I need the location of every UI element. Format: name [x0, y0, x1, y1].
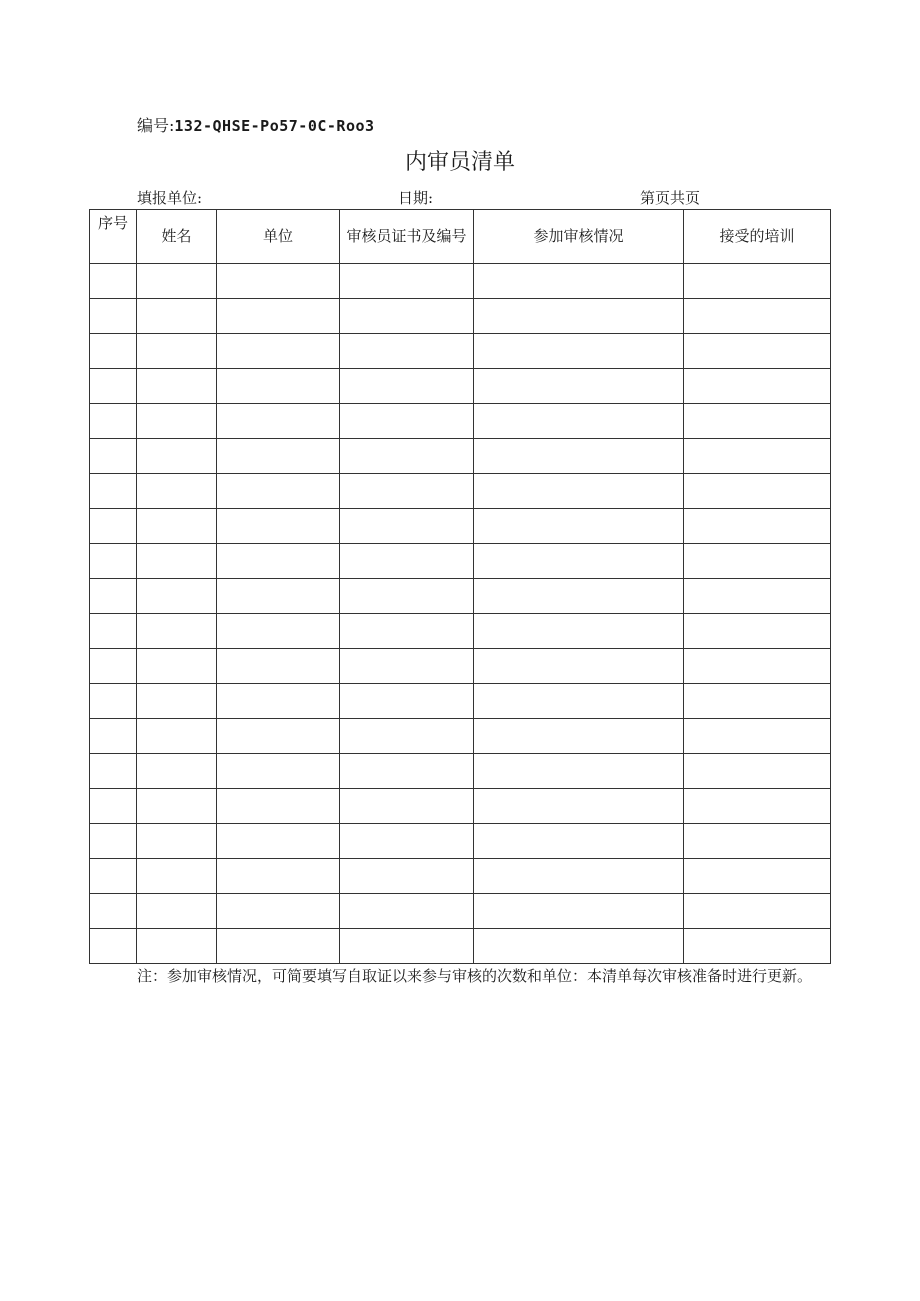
cell-seq[interactable] [90, 439, 137, 474]
header-seq: 序号 [90, 210, 137, 264]
cell-name[interactable] [137, 754, 217, 789]
cell-name[interactable] [137, 649, 217, 684]
cell-name[interactable] [137, 579, 217, 614]
cell-unit[interactable] [217, 509, 340, 544]
page-count-label: 第页共页 [640, 189, 701, 207]
table-row [90, 929, 831, 964]
table-row [90, 579, 831, 614]
cell-audit[interactable] [474, 859, 684, 894]
cell-name[interactable] [137, 509, 217, 544]
cell-training[interactable] [684, 894, 831, 929]
cell-seq[interactable] [90, 719, 137, 754]
table-body [90, 264, 831, 964]
table-row [90, 614, 831, 649]
document-number [137, 113, 375, 136]
cell-seq[interactable] [90, 754, 137, 789]
table-row [90, 299, 831, 334]
cell-unit[interactable] [217, 544, 340, 579]
table-row [90, 264, 831, 299]
cell-audit[interactable] [474, 789, 684, 824]
cell-training[interactable] [684, 789, 831, 824]
cell-training[interactable] [684, 859, 831, 894]
cell-audit[interactable] [474, 299, 684, 334]
cell-training[interactable] [684, 509, 831, 544]
cell-audit[interactable] [474, 404, 684, 439]
cell-audit[interactable] [474, 754, 684, 789]
cell-name[interactable] [137, 334, 217, 369]
cell-name[interactable] [137, 894, 217, 929]
cell-unit[interactable] [217, 334, 340, 369]
cell-audit[interactable] [474, 334, 684, 369]
cell-cert[interactable] [340, 369, 474, 404]
cell-audit[interactable] [474, 474, 684, 509]
cell-audit[interactable] [474, 649, 684, 684]
cell-name[interactable] [137, 404, 217, 439]
cell-seq[interactable] [90, 299, 137, 334]
cell-unit[interactable] [217, 264, 340, 299]
cell-training[interactable] [684, 614, 831, 649]
cell-audit[interactable] [474, 264, 684, 299]
cell-audit[interactable] [474, 509, 684, 544]
cell-seq[interactable] [90, 859, 137, 894]
cell-unit[interactable] [217, 439, 340, 474]
header-audit: 参加审核情况 [474, 210, 684, 264]
cell-training[interactable] [684, 684, 831, 719]
cell-audit[interactable] [474, 544, 684, 579]
cell-audit[interactable] [474, 614, 684, 649]
cell-seq[interactable] [90, 824, 137, 859]
cell-seq[interactable] [90, 684, 137, 719]
table-row [90, 684, 831, 719]
header-unit: 单位 [217, 210, 340, 264]
cell-training[interactable] [684, 929, 831, 964]
cell-seq[interactable] [90, 474, 137, 509]
cell-training[interactable] [684, 474, 831, 509]
cell-name[interactable] [137, 684, 217, 719]
cell-unit[interactable] [217, 859, 340, 894]
cell-cert[interactable] [340, 544, 474, 579]
reporting-unit-label: 填报单位: [137, 189, 203, 207]
table-row [90, 789, 831, 824]
cell-name[interactable] [137, 929, 217, 964]
cell-unit[interactable] [217, 929, 340, 964]
cell-training[interactable] [684, 369, 831, 404]
cell-cert[interactable] [340, 824, 474, 859]
cell-seq[interactable] [90, 929, 137, 964]
cell-unit[interactable] [217, 474, 340, 509]
cell-audit[interactable] [474, 439, 684, 474]
cell-training[interactable] [684, 544, 831, 579]
cell-cert[interactable] [340, 929, 474, 964]
cell-cert[interactable] [340, 614, 474, 649]
table-row [90, 474, 831, 509]
cell-audit[interactable] [474, 684, 684, 719]
cell-seq[interactable] [90, 579, 137, 614]
table-row [90, 824, 831, 859]
table-row [90, 894, 831, 929]
date-label: 日期: [398, 189, 434, 207]
cell-training[interactable] [684, 404, 831, 439]
table-row [90, 754, 831, 789]
cell-name[interactable] [137, 474, 217, 509]
cell-name[interactable] [137, 369, 217, 404]
header-cert: 审核员证书及编号 [340, 210, 474, 264]
cell-seq[interactable] [90, 649, 137, 684]
cell-seq[interactable] [90, 544, 137, 579]
cell-training[interactable] [684, 754, 831, 789]
cell-name[interactable] [137, 789, 217, 824]
cell-name[interactable] [137, 299, 217, 334]
cell-name[interactable] [137, 264, 217, 299]
table-row [90, 334, 831, 369]
cell-seq[interactable] [90, 264, 137, 299]
cell-cert[interactable] [340, 579, 474, 614]
cell-unit[interactable] [217, 719, 340, 754]
table-header-row [90, 210, 831, 264]
cell-cert[interactable] [340, 894, 474, 929]
cell-seq[interactable] [90, 369, 137, 404]
cell-name[interactable] [137, 859, 217, 894]
cell-unit[interactable] [217, 614, 340, 649]
cell-audit[interactable] [474, 369, 684, 404]
table-row [90, 719, 831, 754]
cell-cert[interactable] [340, 474, 474, 509]
cell-training[interactable] [684, 824, 831, 859]
cell-unit[interactable] [217, 789, 340, 824]
cell-cert[interactable] [340, 789, 474, 824]
table-row [90, 649, 831, 684]
cell-cert[interactable] [340, 649, 474, 684]
cell-unit[interactable] [217, 369, 340, 404]
cell-seq[interactable] [90, 894, 137, 929]
cell-cert[interactable] [340, 404, 474, 439]
header-name: 姓名 [137, 210, 217, 264]
cell-audit[interactable] [474, 894, 684, 929]
header-training: 接受的培训 [684, 210, 831, 264]
cell-training[interactable] [684, 264, 831, 299]
cell-audit[interactable] [474, 579, 684, 614]
cell-unit[interactable] [217, 684, 340, 719]
table-row [90, 509, 831, 544]
cell-name[interactable] [137, 614, 217, 649]
cell-cert[interactable] [340, 334, 474, 369]
cell-cert[interactable] [340, 719, 474, 754]
cell-unit[interactable] [217, 894, 340, 929]
document-number-label: 编号: [137, 116, 175, 135]
cell-unit[interactable] [217, 404, 340, 439]
table-row [90, 369, 831, 404]
cell-training[interactable] [684, 299, 831, 334]
cell-seq[interactable] [90, 789, 137, 824]
cell-cert[interactable] [340, 439, 474, 474]
cell-cert[interactable] [340, 264, 474, 299]
cell-training[interactable] [684, 579, 831, 614]
cell-seq[interactable] [90, 404, 137, 439]
table-row [90, 544, 831, 579]
auditor-roster-table [89, 209, 831, 964]
cell-seq[interactable] [90, 614, 137, 649]
cell-cert[interactable] [340, 509, 474, 544]
table-row [90, 859, 831, 894]
cell-training[interactable] [684, 719, 831, 754]
cell-name[interactable] [137, 719, 217, 754]
cell-unit[interactable] [217, 824, 340, 859]
cell-seq[interactable] [90, 334, 137, 369]
cell-cert[interactable] [340, 299, 474, 334]
cell-name[interactable] [137, 439, 217, 474]
table-row [90, 439, 831, 474]
document-number-value: 132-QHSE-Po57-0C-Roo3 [174, 117, 375, 135]
cell-unit[interactable] [217, 579, 340, 614]
cell-audit[interactable] [474, 719, 684, 754]
cell-unit[interactable] [217, 754, 340, 789]
footnote: 注：参加审核情况，可简要填写自取证以来参与审核的次数和单位：本清单每次审核准备时进行更新。 [137, 967, 813, 985]
cell-cert[interactable] [340, 859, 474, 894]
page-title: 内审员清单 [404, 150, 515, 175]
cell-training[interactable] [684, 649, 831, 684]
cell-training[interactable] [684, 439, 831, 474]
cell-name[interactable] [137, 544, 217, 579]
cell-unit[interactable] [217, 649, 340, 684]
cell-unit[interactable] [217, 299, 340, 334]
cell-cert[interactable] [340, 754, 474, 789]
cell-cert[interactable] [340, 684, 474, 719]
cell-audit[interactable] [474, 824, 684, 859]
cell-training[interactable] [684, 334, 831, 369]
cell-seq[interactable] [90, 509, 137, 544]
cell-audit[interactable] [474, 929, 684, 964]
table-row [90, 404, 831, 439]
cell-name[interactable] [137, 824, 217, 859]
